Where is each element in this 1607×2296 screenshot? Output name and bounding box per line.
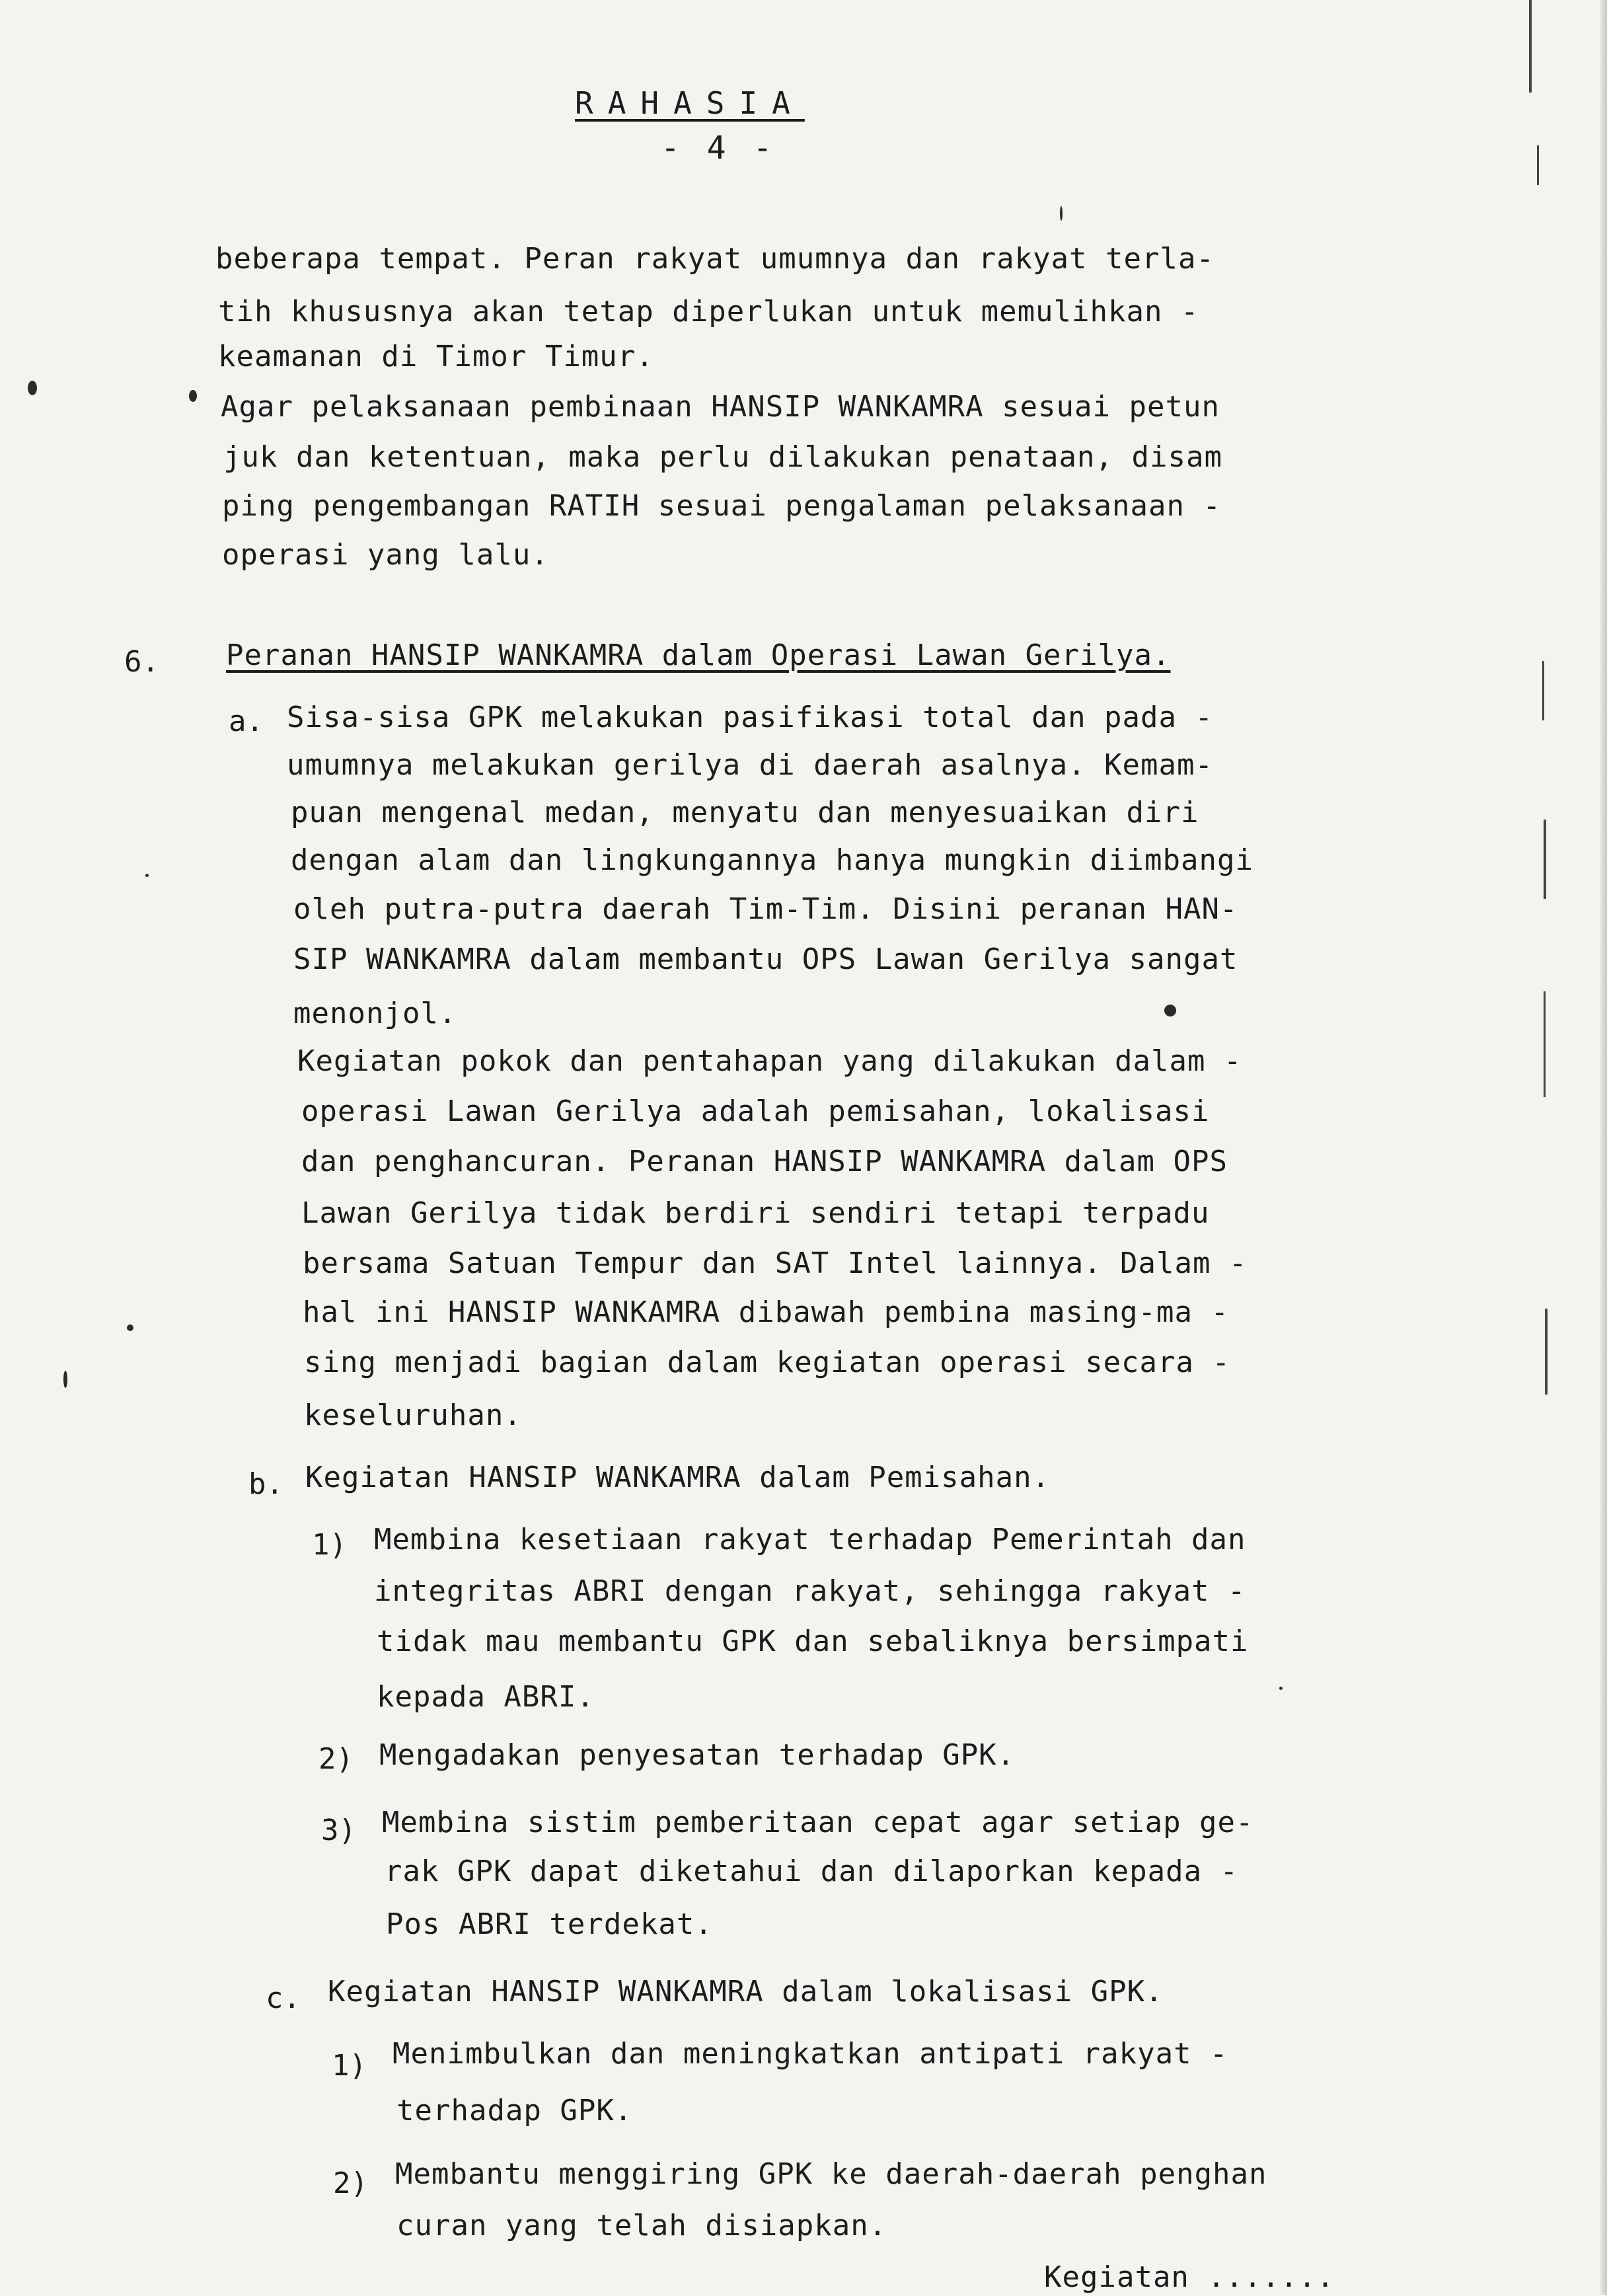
section-number: 6. xyxy=(124,645,159,679)
item-c2-line: Membantu menggiring GPK ke daerah-daerah penghan xyxy=(395,2157,1267,2191)
item-c-label: c. xyxy=(266,1981,301,2015)
scan-speck xyxy=(1279,1687,1283,1690)
item-a-line: Lawan Gerilya tidak berdiri sendiri tetapi terpadu xyxy=(301,1196,1210,1230)
intro-line: ping pengembangan RATIH sesuai pengalaman pelaksanaan - xyxy=(222,489,1221,523)
classification-header: RAHASIA xyxy=(575,85,805,121)
item-a-line: menonjol. xyxy=(293,997,457,1030)
page-number: - 4 - xyxy=(661,130,776,167)
scan-edge-mark xyxy=(1544,991,1546,1097)
intro-line: tih khususnya akan tetap diperlukan untuk memulihkan - xyxy=(218,295,1199,328)
item-a-label: a. xyxy=(229,705,264,738)
item-a-line: Kegiatan pokok dan pentahapan yang dilakukan dalam - xyxy=(297,1044,1242,1078)
intro-line: Agar pelaksanaan pembinaan HANSIP WANKAMRA sesuai petun xyxy=(221,390,1220,424)
item-a-line: keseluruhan. xyxy=(304,1398,522,1432)
item-a-line: operasi Lawan Gerilya adalah pemisahan, lokalisasi xyxy=(301,1094,1210,1128)
scan-edge-mark xyxy=(1537,145,1539,185)
scan-edge-mark xyxy=(1529,0,1532,93)
item-a-line: oleh putra-putra daerah Tim-Tim. Disini peranan HAN- xyxy=(293,892,1238,926)
item-b3-line: rak GPK dapat diketahui dan dilaporkan kepada - xyxy=(385,1855,1239,1888)
intro-line: beberapa tempat. Peran rakyat umumnya dan rakyat terla- xyxy=(215,242,1215,276)
continuation-catchword: Kegiatan ....... xyxy=(1044,2260,1335,2294)
item-b-title: Kegiatan HANSIP WANKAMRA dalam Pemisahan. xyxy=(305,1461,1051,1494)
item-a-line: Sisa-sisa GPK melakukan pasifikasi total dan pada - xyxy=(287,701,1214,734)
item-a-line: umumnya melakukan gerilya di daerah asalnya. Kemam- xyxy=(287,748,1214,782)
item-a-line: dengan alam dan lingkungannya hanya mungkin diimbangi xyxy=(291,843,1253,877)
item-a-line: sing menjadi bagian dalam kegiatan operasi secara - xyxy=(304,1346,1231,1379)
intro-line: keamanan di Timor Timur. xyxy=(218,340,654,373)
scan-speck xyxy=(127,1324,133,1331)
item-c1-line: Menimbulkan dan meningkatkan antipati rakyat - xyxy=(392,2037,1228,2071)
item-b1-line: tidak mau membantu GPK dan sebaliknya bersimpati xyxy=(377,1625,1249,1658)
item-b1-line: kepada ABRI. xyxy=(377,1680,595,1714)
intro-line: juk dan ketentuan, maka perlu dilakukan penataan, disam xyxy=(223,440,1222,474)
scan-speck xyxy=(28,381,37,395)
scan-edge-mark xyxy=(1542,661,1544,720)
item-b3-num: 3) xyxy=(321,1814,356,1847)
scan-right-edge xyxy=(1600,0,1607,2295)
item-c-title: Kegiatan HANSIP WANKAMRA dalam lokalisasi GPK. xyxy=(328,1975,1164,2009)
item-b1-line: Membina kesetiaan rakyat terhadap Pemerintah dan xyxy=(374,1523,1246,1556)
item-b1-num: 1) xyxy=(312,1528,347,1562)
item-a-line: SIP WANKAMRA dalam membantu OPS Lawan Gerilya sangat xyxy=(293,942,1238,976)
item-c2-num: 2) xyxy=(333,2166,368,2200)
item-a-line: puan mengenal medan, menyatu dan menyesuaikan diri xyxy=(291,796,1199,829)
scan-speck xyxy=(1164,1005,1176,1016)
scan-speck xyxy=(1060,206,1063,221)
scan-speck xyxy=(145,874,149,877)
scan-speck xyxy=(189,390,197,402)
item-a-line: hal ini HANSIP WANKAMRA dibawah pembina masing-ma - xyxy=(303,1295,1230,1329)
item-a-line: bersama Satuan Tempur dan SAT Intel lainnya. Dalam - xyxy=(303,1246,1248,1280)
item-c1-num: 1) xyxy=(332,2049,367,2083)
scan-edge-mark xyxy=(1545,1309,1548,1395)
scan-speck xyxy=(63,1371,67,1388)
item-b3-line: Membina sistim pemberitaan cepat agar setiap ge- xyxy=(382,1806,1254,1839)
intro-line: operasi yang lalu. xyxy=(222,538,549,572)
item-b2-line: Mengadakan penyesatan terhadap GPK. xyxy=(379,1738,1016,1772)
item-b3-line: Pos ABRI terdekat. xyxy=(386,1907,713,1941)
item-b2-num: 2) xyxy=(318,1742,354,1776)
item-b-label: b. xyxy=(248,1467,283,1501)
item-c2-line: curan yang telah disiapkan. xyxy=(396,2209,887,2242)
item-c1-line: terhadap GPK. xyxy=(396,2094,633,2127)
item-b1-line: integritas ABRI dengan rakyat, sehingga rakyat - xyxy=(374,1574,1246,1608)
section-title: Peranan HANSIP WANKAMRA dalam Operasi Lawan Gerilya. xyxy=(226,638,1171,672)
item-a-line: dan penghancuran. Peranan HANSIP WANKAMRA dalam OPS xyxy=(301,1145,1228,1178)
scan-edge-mark xyxy=(1544,820,1546,899)
